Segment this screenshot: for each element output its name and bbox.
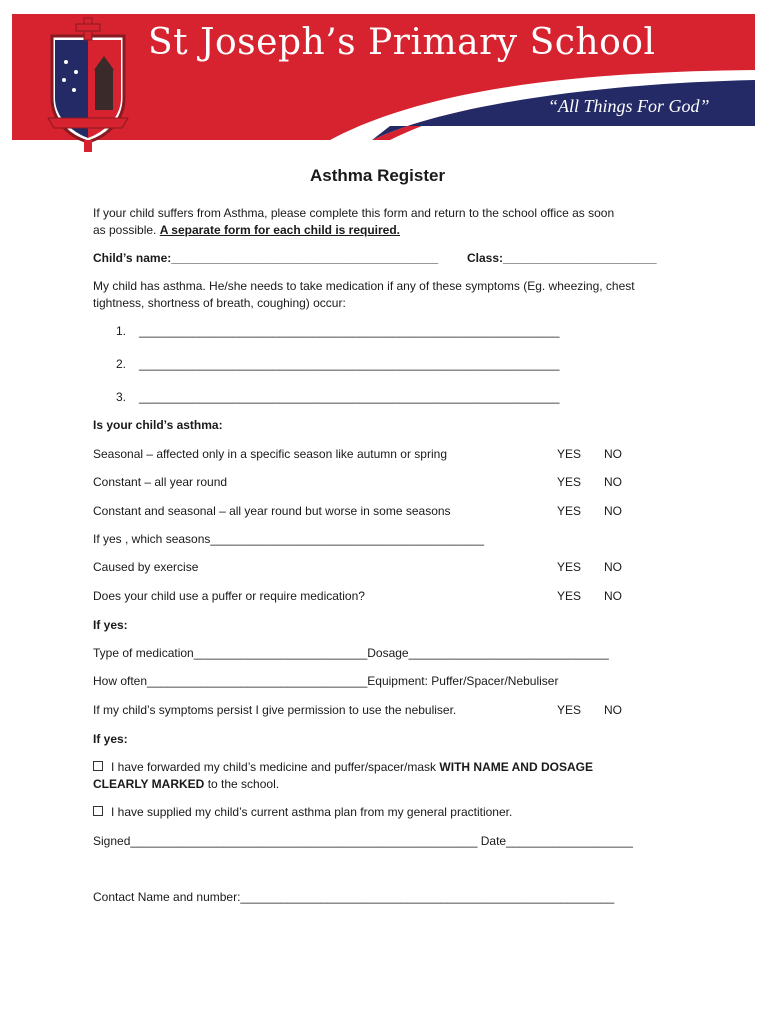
- if-yes-heading: If yes:: [93, 618, 128, 632]
- checkbox1-text: I have forwarded my child’s medicine and puffer/spacer/mask: [111, 760, 437, 774]
- yes-option[interactable]: YES: [557, 703, 582, 717]
- intro-text-emphasis: A separate form for each child is required.: [159, 223, 401, 237]
- school-motto: “All Things For God”: [548, 96, 710, 116]
- which-seasons-field[interactable]: If yes , which seasons_________________________________________: [93, 532, 485, 546]
- question-constant-seasonal: Constant and seasonal – all year round but worse in some seasons: [93, 504, 451, 518]
- question-exercise: Caused by exercise: [93, 560, 199, 574]
- no-option[interactable]: NO: [604, 475, 622, 489]
- nebuliser-permission: If my child’s symptoms persist I give permission to use the nebuliser.: [93, 703, 457, 717]
- no-option[interactable]: NO: [604, 504, 622, 518]
- school-name: St Joseph’s Primary School: [148, 22, 656, 63]
- yes-option[interactable]: YES: [557, 560, 582, 574]
- checkbox1-tail-text: to the school.: [207, 777, 280, 791]
- how-often-equipment-field[interactable]: How often_________________________________Equipment: Puffer/Spacer/Nebuliser: [93, 674, 559, 688]
- yes-option[interactable]: YES: [557, 475, 582, 489]
- intro-text-plain: as possible.: [93, 223, 157, 237]
- intro-text-line1: If your child suffers from Asthma, please complete this form and return to the school office as soon: [93, 206, 615, 220]
- medication-type-dosage-field[interactable]: Type of medication__________________________Dosage______________________________: [93, 646, 609, 660]
- checkbox1-bold-text-2: CLEARLY MARKED: [93, 777, 205, 791]
- no-option[interactable]: NO: [604, 447, 622, 461]
- checkbox-forwarded-medicine[interactable]: [93, 759, 593, 776]
- question-seasonal: Seasonal – affected only in a specific season like autumn or spring: [93, 447, 447, 461]
- no-option[interactable]: NO: [604, 589, 622, 603]
- no-option[interactable]: NO: [604, 560, 622, 574]
- no-option[interactable]: NO: [604, 703, 622, 717]
- symptom-line-3[interactable]: _______________________________________________________________: [139, 390, 560, 404]
- signed-date-field[interactable]: Signed____________________________________________________ Date___________________: [93, 834, 633, 848]
- checkbox-forwarded-medicine-line2: [93, 776, 279, 793]
- school-header: [0, 0, 770, 160]
- checkbox-asthma-plan[interactable]: [93, 804, 512, 821]
- if-yes-heading-2: If yes:: [93, 732, 128, 746]
- symptom-line-1[interactable]: _______________________________________________________________: [139, 324, 560, 338]
- class-field[interactable]: Class:_______________________: [467, 251, 657, 265]
- yes-option[interactable]: YES: [557, 589, 582, 603]
- question-constant: Constant – all year round: [93, 475, 228, 489]
- contact-field[interactable]: Contact Name and number:________________________________________________________: [93, 890, 615, 904]
- symptom-line-2[interactable]: _______________________________________________________________: [139, 357, 560, 371]
- yes-option[interactable]: YES: [557, 447, 582, 461]
- symptom-number-2: 2.: [116, 357, 127, 371]
- asthma-type-heading: Is your child’s asthma:: [93, 418, 223, 432]
- symptoms-text-line1: My child has asthma. He/she needs to take medication if any of these symptoms (Eg. wheezing, chest: [93, 279, 635, 293]
- form-title: Asthma Register: [310, 166, 446, 185]
- symptoms-text-line2: tightness, shortness of breath, coughing) occur:: [93, 296, 346, 310]
- symptom-number-1: 1.: [116, 324, 127, 338]
- yes-option[interactable]: YES: [557, 504, 582, 518]
- intro-text-line2: [93, 222, 400, 239]
- checkbox-icon[interactable]: [93, 806, 103, 816]
- checkbox2-text: I have supplied my child’s current asthma plan from my general practitioner.: [111, 805, 513, 819]
- child-name-field[interactable]: Child’s name:________________________________________: [93, 251, 439, 265]
- checkbox-icon[interactable]: [93, 761, 103, 771]
- question-puffer: Does your child use a puffer or require medication?: [93, 589, 365, 603]
- symptom-number-3: 3.: [116, 390, 127, 404]
- checkbox1-bold-text: WITH NAME AND DOSAGE: [439, 760, 593, 774]
